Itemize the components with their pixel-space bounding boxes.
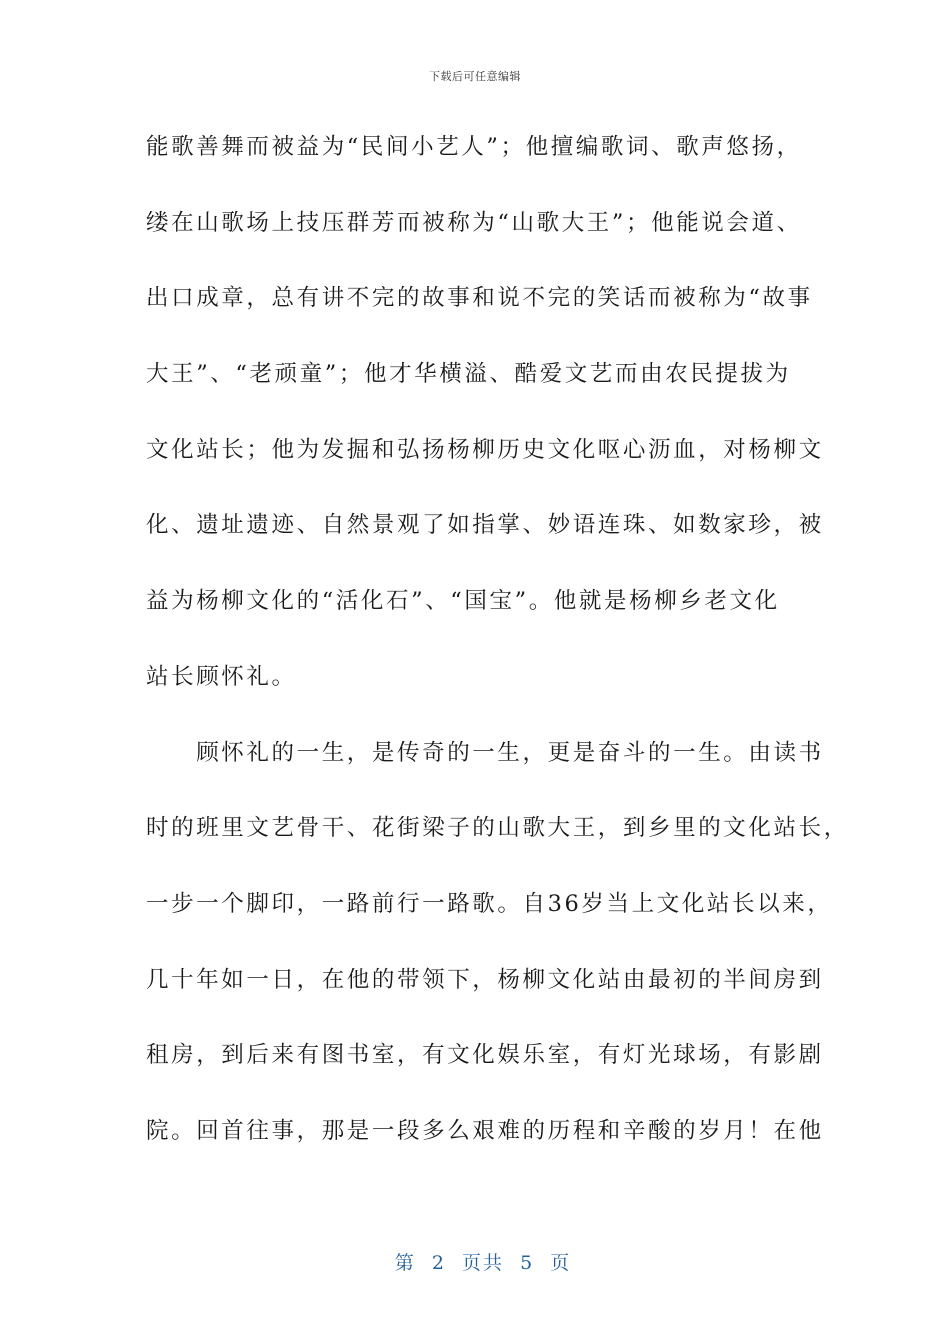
text-line: 时的班里文艺骨干、花街梁子的山歌大王，到乡里的文化站长， <box>146 815 849 842</box>
text-line: 化、遗址遗迹、自然景观了如指掌、妙语连珠、如数家珍，被 <box>146 512 824 539</box>
text-line: 益为杨柳文化的“活化石”、“国宝”。他就是杨柳乡老文化 <box>146 588 780 615</box>
text-line: 一步一个脚印，一路前行一路歌。自36岁当上文化站长以来， <box>146 890 833 917</box>
text-line: 院。回首往事，那是一段多么艰难的历程和辛酸的岁月！在他 <box>146 1117 824 1144</box>
text-line: 能歌善舞而被益为“民间小艺人”；他擅编歌词、歌声悠扬， <box>146 134 802 160</box>
text-line: 大王”、“老顽童”；他才华横溢、酷爱文艺而由农民提拔为 <box>146 361 791 388</box>
text-line: 几十年如一日，在他的带领下，杨柳文化站由最初的半间房到 <box>146 966 824 993</box>
page-number-footer <box>0 1226 950 1275</box>
text-line: 缕在山歌场上技压群芳而被称为“山歌大王”；他能说会道、 <box>146 209 802 236</box>
header-note: 下载后可任意编辑 <box>429 70 521 83</box>
page-number-label: 第 2 页共 5 页 <box>394 1252 572 1274</box>
text-line: 租房，到后来有图书室，有文化娱乐室，有灯光球场，有影剧 <box>146 1042 824 1069</box>
document-body <box>146 126 849 1186</box>
paragraph-start-line: 顾怀礼的一生，是传奇的一生，更是奋斗的一生。由读书 <box>146 739 824 766</box>
text-line: 站长顾怀礼。 <box>146 663 297 690</box>
text-line: 出口成章，总有讲不完的故事和说不完的笑话而被称为“故事 <box>146 285 813 312</box>
text-line: 文化站长；他为发掘和弘扬杨柳历史文化呕心沥血，对杨柳文 <box>146 436 824 463</box>
